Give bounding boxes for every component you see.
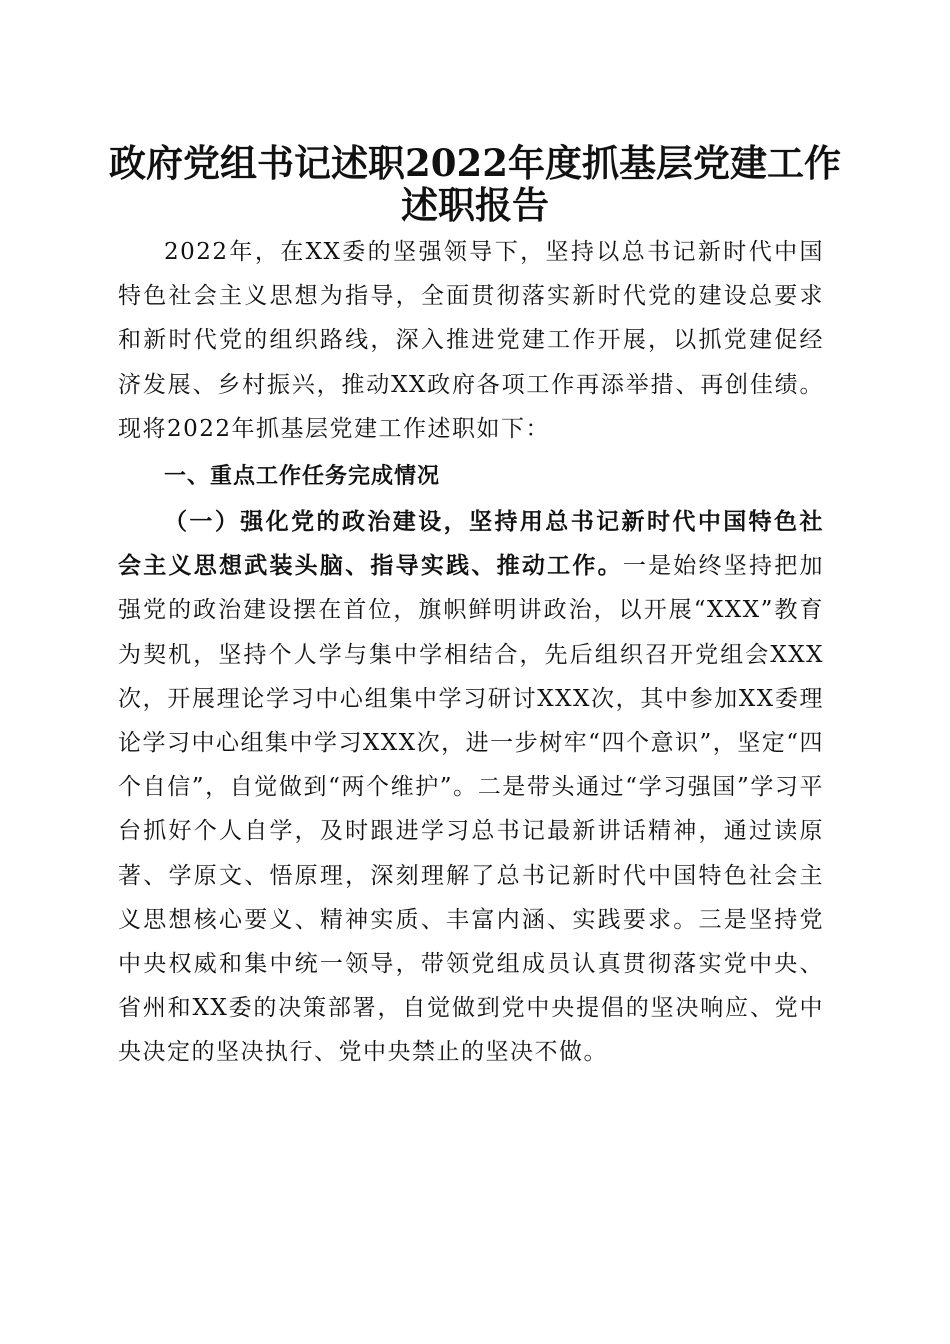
- subsection-paragraph: [118, 500, 824, 1075]
- subsection-heading: （一）强化党的政治建设，坚持用总书记新时代中国特色社会主义思想武装头脑、指导实践、推动工作。: [118, 508, 824, 580]
- subsection-body: 一是始终坚持把加强党的政治建设摆在首位，旗帜鲜明讲政治，以开展“XXX”教育为契机，坚持个人学与集中学相结合，先后组织召开党组会XXX次，开展理论学习中心组集中学习研讨XXX次，其中参加XX委理论学习中心组集中学习XXX次，进一步树牢“四个意识”，坚定“四个自信”，自觉做到“两个维护”。二是带头通过“学习强国”学习平台抓好个人自学，及时跟进学习总书记最新讲话精神，通过读原著、学原文、悟原理，深刻理解了总书记新时代中国特色社会主义思想核心要义、精神实质、丰富内涵、实践要求。三是坚持党中央权威和集中统一领导，带领党组成员认真贯彻落实党中央、省州和XX委的决策部署，自觉做到党中央提倡的坚决响应、党中央决定的坚决执行、党中央禁止的坚决不做。: [118, 553, 825, 1066]
- document-title-line-2: 述职报告: [401, 183, 549, 227]
- document-title-line-1: 政府党组书记述职2022年度抓基层党建工作: [109, 141, 841, 185]
- intro-paragraph: 2022年，在XX委的坚强领导下，坚持以总书记新时代中国特色社会主义思想为指导，全面贯彻落实新时代党的建设总要求和新时代党的组织路线，深入推进党建工作开展，以抓党建促经济发展、乡村振兴，推动XX政府各项工作再添举措、再创佳绩。现将2022年抓基层党建工作述职如下：: [118, 239, 824, 442]
- section-heading: 一、重点工作任务完成情况: [164, 464, 441, 489]
